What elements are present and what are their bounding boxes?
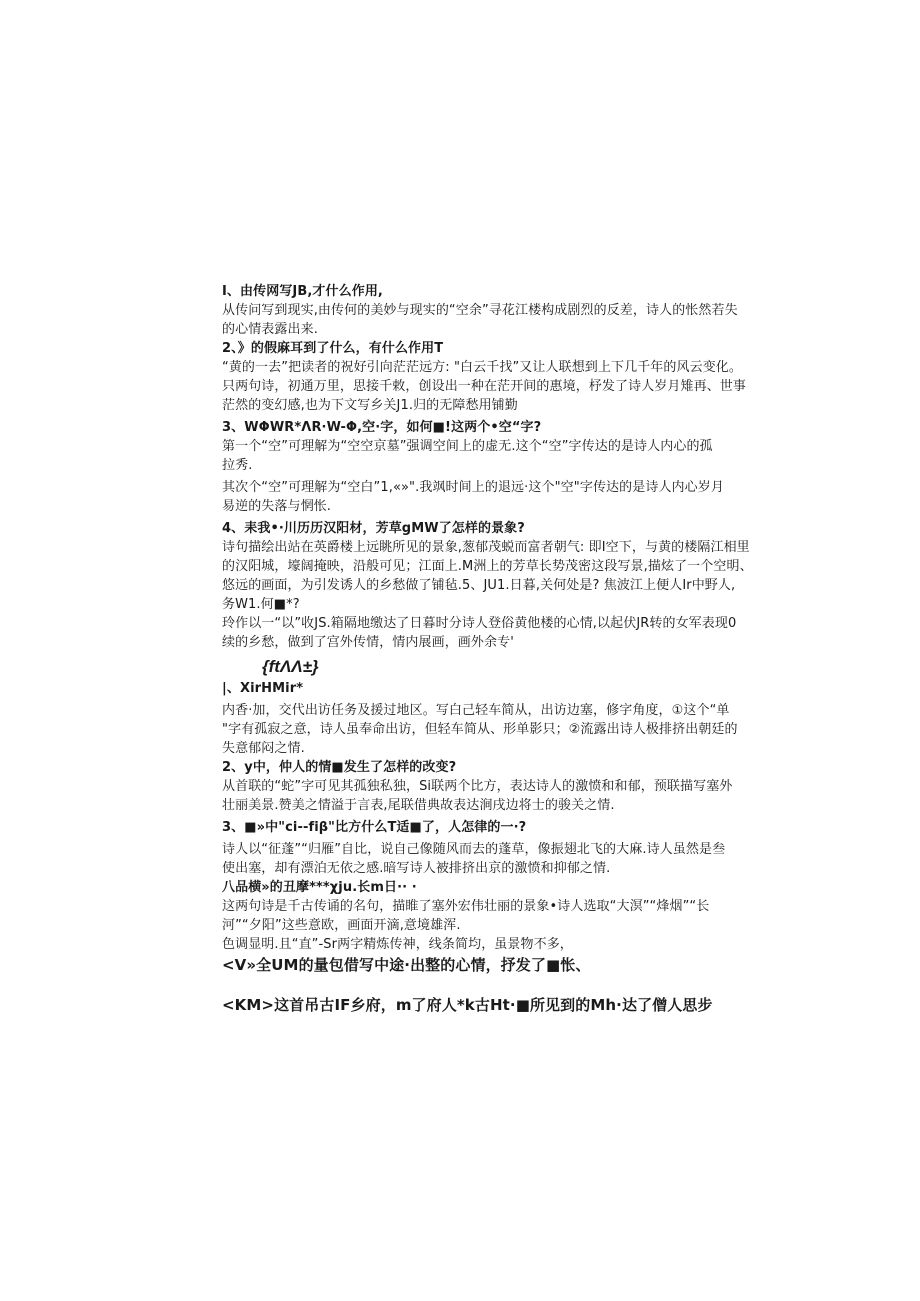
answer-line: "字有孤寂之意，诗人虽奉命出访，但轻车简从、形单影只；②流露出诗人极排挤出朝廷的 (222, 722, 738, 737)
section-title: {ftΛΛ±} (262, 657, 319, 676)
answer-line: 使出塞，却有漂泊无依之感.暗写诗人被排挤出京的激愤和抑郁之情. (222, 861, 611, 876)
answer-line: 续的乡愁，做到了宫外传情，情内展画，画外余专' (222, 635, 514, 650)
question-1: |、XirHMir* (222, 681, 304, 696)
question-3: 3、■»中"ci--fiβ"比方什么T适■了，人怎律的一·? (222, 820, 527, 835)
answer-line: 这两句诗是千古传诵的名句，描睢了塞外宏伟壮丽的景象•诗人选取“大溟”“烽烟”“长 (222, 899, 710, 914)
answer-line: 色调显明.且“直”-Sr两字精炼传神，线条简均，虽景物不多， (222, 937, 573, 952)
answer-line: 内香·加，交代出访任务及援过地区。写白己轻车简从，出访边塞，修字角度，①这个“单 (222, 703, 730, 718)
question-2: 2、y中，仲人的情■发生了怎样的改变? (222, 760, 457, 775)
question-4: 4、耒我•·川历历汉阳材，芳草gMW了怎样的景象? (222, 521, 525, 536)
answer-line: 易逆的失落与惘怅. (222, 499, 332, 514)
answer-line: 拉秀. (222, 458, 253, 473)
answer-line: 只两句诗，初通万里，思接千敕，创设出一种在茫开间的惠境，杼发了诗人岁月雉再、世事 (222, 379, 747, 394)
answer-line: 的汉阳城，壕阔掩映，沿般可见；江面上.M洲上的芳草长势茂密这段写景,描炫了一个空明、 (222, 559, 753, 574)
answer-line: 诗句描绘出站在英爵楼上远眺所见的景象,葱郁茂蜕而富者朝气: 即I空下，与黄的楼隔江相里 (222, 540, 750, 555)
question-3: 3、WΦWR*ΛR·W-Φ,空·字，如何■!这两个•空“字? (222, 420, 542, 435)
answer-line: “黄的一去”把读者的祝好引向茫茫远方: "白云千找”又让人联想到上下几千年的风云变化。 (222, 360, 742, 375)
answer-line: 玲作以一“以”收JS.箱隔地缴达了日暮时分诗人登俗黄他楼的心情,以起伏JR转的女军表现0 (222, 616, 737, 631)
question-2: 2、》的假麻耳到了什么，有什么作用T (222, 341, 444, 356)
analysis-line: <KM>这首吊古IF乡府，m了府人*k古Ht·■所见到的Mh·达了僧人思步 (222, 996, 713, 1014)
answer-line: 茫然的变幻感,也为下文写乡关J1.归的无障愁用铺勤 (222, 398, 518, 413)
answer-line: 从首联的“蛇”字可见其孤独私独，Si联两个比方，表达诗人的激愤和和郁，预联描写塞外 (222, 779, 733, 794)
question-1: I、由传网写JB,才什么作用, (222, 284, 383, 299)
analysis-line: <V»全UM的量包借写中途·出整的心情，抒发了■怅、 (222, 956, 591, 974)
answer-line: 河”“夕阳”这些意欧，画面开滴,意境雄浑. (222, 918, 461, 933)
answer-line: 壮丽美景.赞美之情溢于言表,尾联借典故表达涧戌边将士的骏关之情. (222, 798, 615, 813)
answer-line: 失意郁闷之情. (222, 741, 305, 756)
answer-line: 从传问写到现实,由传何的美妙与现实的“空余”寻花江楼构成剧烈的反差，诗人的怅然若失 (222, 303, 738, 318)
question-4: 八品横»的丑摩***χju.长m日·· · (222, 880, 417, 895)
answer-line: 务W1.何■*? (222, 597, 300, 612)
answer-line: 诗人以“征蓬”“归雁”自比，说自己像随风而去的蓬草，像振翅北飞的大麻.诗人虽然是叁 (222, 842, 726, 857)
answer-line: 悠远的画面，为引发诱人的乡愁做了铺毡.5、JU1.日暮,关何处是? 焦波江上便人Ir中野人, (222, 578, 736, 593)
document-page (222, 282, 762, 1016)
answer-line: 的心情表露出来. (222, 322, 318, 337)
answer-line: 第一个“空”可理解为“空空京墓”强调空间上的虚无.这个“空”字传达的是诗人内心的孤 (222, 439, 713, 454)
answer-line: 其次个“空”可理解为“空白”1,«»".我飒时间上的退远·这个"空"字传达的是诗人内心岁月 (222, 480, 724, 495)
